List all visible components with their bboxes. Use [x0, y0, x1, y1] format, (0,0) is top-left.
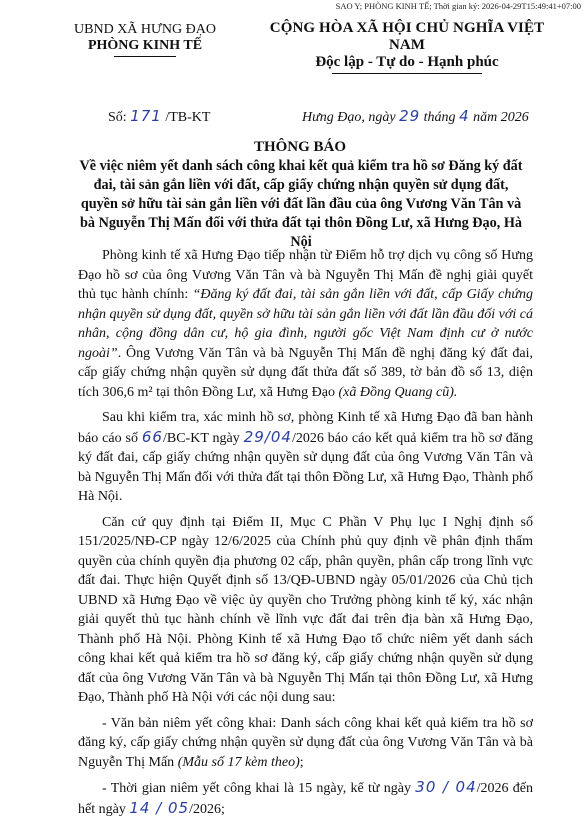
handwritten-report-number: 66: [141, 427, 163, 446]
handwritten-report-date: 29/04: [243, 427, 292, 446]
issuer-name: PHÒNG KINH TẾ: [87, 38, 203, 53]
issuer-parent: UBND XÃ HƯNG ĐẠO: [74, 22, 216, 37]
handwritten-start-date: 30 / 04: [415, 778, 477, 796]
handwritten-day: 29: [399, 107, 421, 125]
handwritten-number: 171: [130, 107, 162, 125]
document-number: Số: 171 /TB-KT: [108, 107, 211, 125]
handwritten-end-date: 14 / 05: [129, 798, 190, 817]
list-item-1: - Văn bản niêm yết công khai: Danh sách công khai kết quả kiểm tra hồ sơ đăng ký, cấp giấy chứng nhận quyền sử dụng đất của ông Vương Văn Tân và bà Nguyễn Thị Mấn (Mẫu số 17 kèm theo);: [78, 715, 533, 770]
country-name: CỘNG HÒA XÃ HỘI CHỦ NGHĨA VIỆT NAM: [269, 20, 545, 53]
document-date: Hưng Đạo, ngày 29 tháng 4 năm 2026: [302, 107, 529, 125]
handwritten-month: 4: [459, 107, 470, 125]
list-item-2: - Thời gian niêm yết công khai là 15 ngày, kể từ ngày 30 / 04/2026 đến hết ngày 14 / 05/2026;: [78, 778, 534, 817]
document-subject: Về việc niêm yết danh sách công khai kết quả kiểm tra hồ sơ Đăng ký đất đai, tài sản gắn liền với đất, cấp giấy chứng nhận quyền sử dụng đất, quyền sở hữu tài sản gắn liền với đất lần đầu của ông Vương Văn Tân và bà Nguyễn Thị Mấn đối với thửa đất tại thôn Đồng Lư, xã Hưng Đạo, Hà Nội: [79, 158, 523, 250]
motto-underline: [332, 73, 482, 74]
paragraph-3: Căn cứ quy định tại Điểm II, Mục C Phần V Phụ lục I Nghị định số 151/2025/NĐ-CP ngày 12/6/2025 của Chính phủ quy định về phân định thẩm quyền của chính quyền địa phương 02 cấp, phân quyền, phân cấp trong lĩnh vực đất đai. Thực hiện Quyết định số 13/QĐ-UBND ngày 05/01/2026 của Chủ tịch UBND xã Hưng Đạo về việc ủy quyền cho Trưởng phòng kinh tế ký, xác nhận giải quyết thủ tục hành chính về lĩnh vực đất đai trên địa bàn xã Hưng Đạo, Thành phố Hà Nội. Phòng Kinh tế xã Hưng Đạo tổ chức niêm yết danh sách công khai kết quả kiểm tra hồ sơ đăng ký, cấp giấy chứng nhận quyền sử dụng đất của ông Vương Văn Tân và bà Nguyễn Thị Mấn tại thôn Đồng Lư, xã Hưng Đạo, Thành phố Hà Nội với các nội dung sau:: [78, 514, 533, 705]
paragraph-2: Sau khi kiểm tra, xác minh hồ sơ, phòng Kinh tế xã Hưng Đạo đã ban hành báo cáo số 66/BC-KT ngày 29/04/2026 báo cáo kết quả kiểm tra hồ sơ đăng ký đất đai, cấp giấy chứng nhận quyền sử dụng đất của ông Vương Văn Tân và bà Nguyễn Thị Mấn đối với thửa đất tại thôn Đồng Lư, xã Hưng Đạo, Thành phố Hà Nội.: [78, 410, 533, 504]
document-body: [78, 246, 533, 825]
paragraph-1: Phòng kinh tế xã Hưng Đạo tiếp nhận từ Điểm hỗ trợ dịch vụ công số Hưng Đạo hồ sơ của ông Vương Văn Tân và bà Nguyễn Thị Mấn đề nghị giải quyết thủ tục hành chính: “Đăng ký đất đai, tài sản gắn liền với đất, cấp Giấy chứng nhận quyền sử dụng đất, quyền sở hữu tài sản gắn liền với đất lần đầu đối với cá nhân, cộng đồng dân cư, hộ gia đình, người gốc Việt Nam định cư ở nước ngoài”. Ông Vương Văn Tân và bà Nguyễn Thị Mấn đề nghị đăng ký đất đai, cấp giấy chứng nhận quyền sử dụng đất thửa đất số 389, tờ bản đồ số 13, diện tích 306,6 m² tại thôn Đồng Lư, xã Hưng Đạo (xã Đồng Quang cũ).: [78, 248, 533, 400]
issuer-block: [50, 22, 240, 57]
national-header: [252, 20, 562, 74]
issuer-underline: [114, 56, 176, 57]
document-title: THÔNG BÁO: [253, 139, 347, 155]
digital-signature-stamp: SAO Y; PHÒNG KINH TẾ; Thời gian ký: 2026-04-29T15:49:41+07:00: [335, 1, 581, 11]
national-motto: Độc lập - Tự do - Hạnh phúc: [315, 54, 499, 70]
